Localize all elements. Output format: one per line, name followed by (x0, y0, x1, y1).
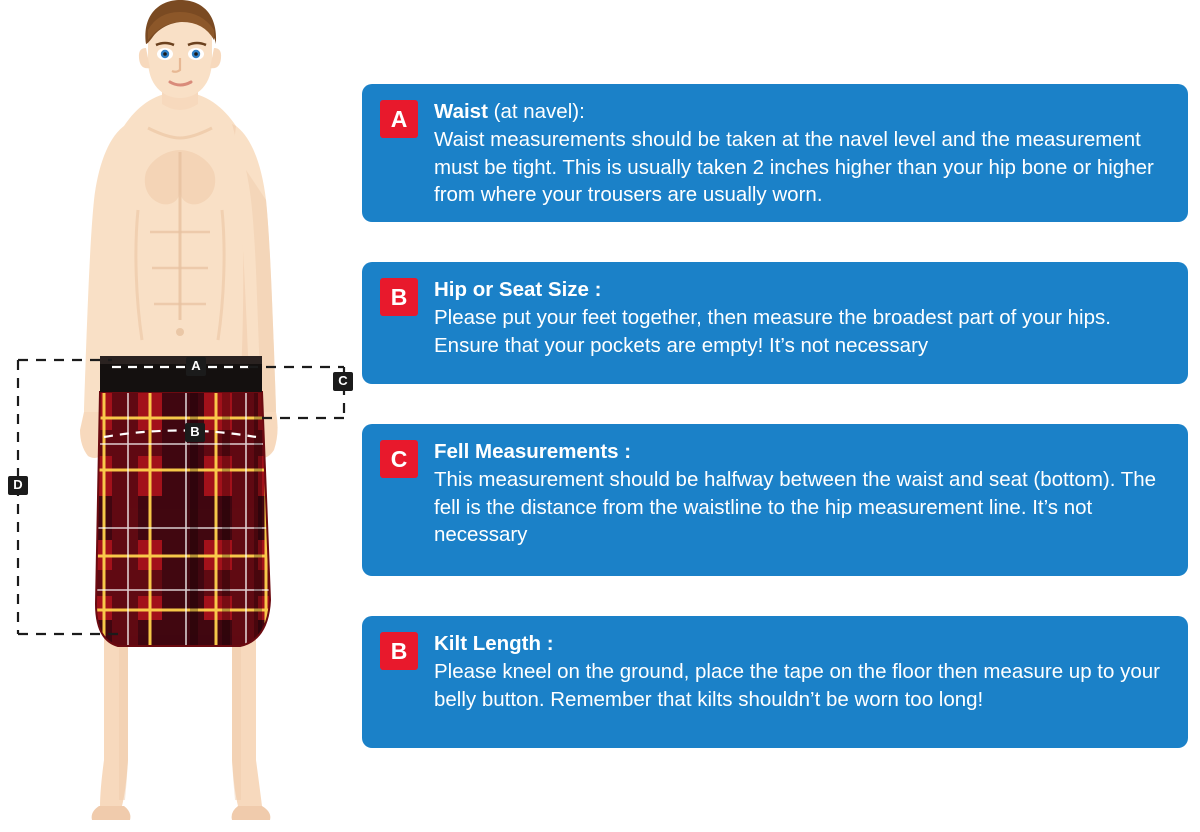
figure-head (139, 0, 221, 98)
card-title-waist (434, 98, 1170, 125)
card-body-kilt-length (434, 630, 1170, 713)
card-body-hip (434, 276, 1170, 359)
instruction-card-fell (362, 424, 1188, 576)
badge-d: B (380, 632, 418, 670)
badge-a: A (380, 100, 418, 138)
marker-b-hip: B (185, 423, 205, 442)
card-text-kilt-length: Please kneel on the ground, place the tape on the floor then measure up to your belly button. Remember that kilts shouldn’t be worn too long! (434, 660, 1160, 711)
card-title-waist-light: (at navel): (487, 100, 585, 123)
marker-c-fell: C (333, 372, 353, 391)
instruction-card-kilt-length (362, 616, 1188, 748)
instruction-card-waist (362, 84, 1188, 222)
instruction-card-hip (362, 262, 1188, 384)
instruction-cards (362, 0, 1200, 832)
card-text-waist: Waist measurements should be taken at the navel level and the measurement must be tight. This is usually taken 2 inches higher than your hip bone or higher from where your trousers are usually worn. (434, 128, 1154, 207)
card-title-fell: Fell Measurements : (434, 440, 632, 463)
kilt-figure-illustration (0, 0, 360, 832)
card-body-waist (434, 98, 1170, 209)
card-text-hip: Please put your feet together, then measure the broadest part of your hips. Ensure that your pockets are empty! It’s not necessary (434, 306, 1111, 357)
kilt (90, 356, 280, 654)
card-body-fell (434, 438, 1170, 549)
card-title-waist-bold: Waist (434, 100, 488, 123)
badge-b: B (380, 278, 418, 316)
badge-c: C (380, 440, 418, 478)
card-title-kilt-length: Kilt Length : (434, 632, 554, 655)
card-text-fell: This measurement should be halfway between the waist and seat (bottom). The fell is the distance from the waistline to the hip measurement line. It’s not necessary (434, 468, 1157, 547)
marker-a-waist: A (186, 357, 206, 376)
card-title-hip: Hip or Seat Size : (434, 278, 602, 301)
marker-d-length: D (8, 476, 28, 495)
figure-illustration-panel (0, 0, 360, 832)
